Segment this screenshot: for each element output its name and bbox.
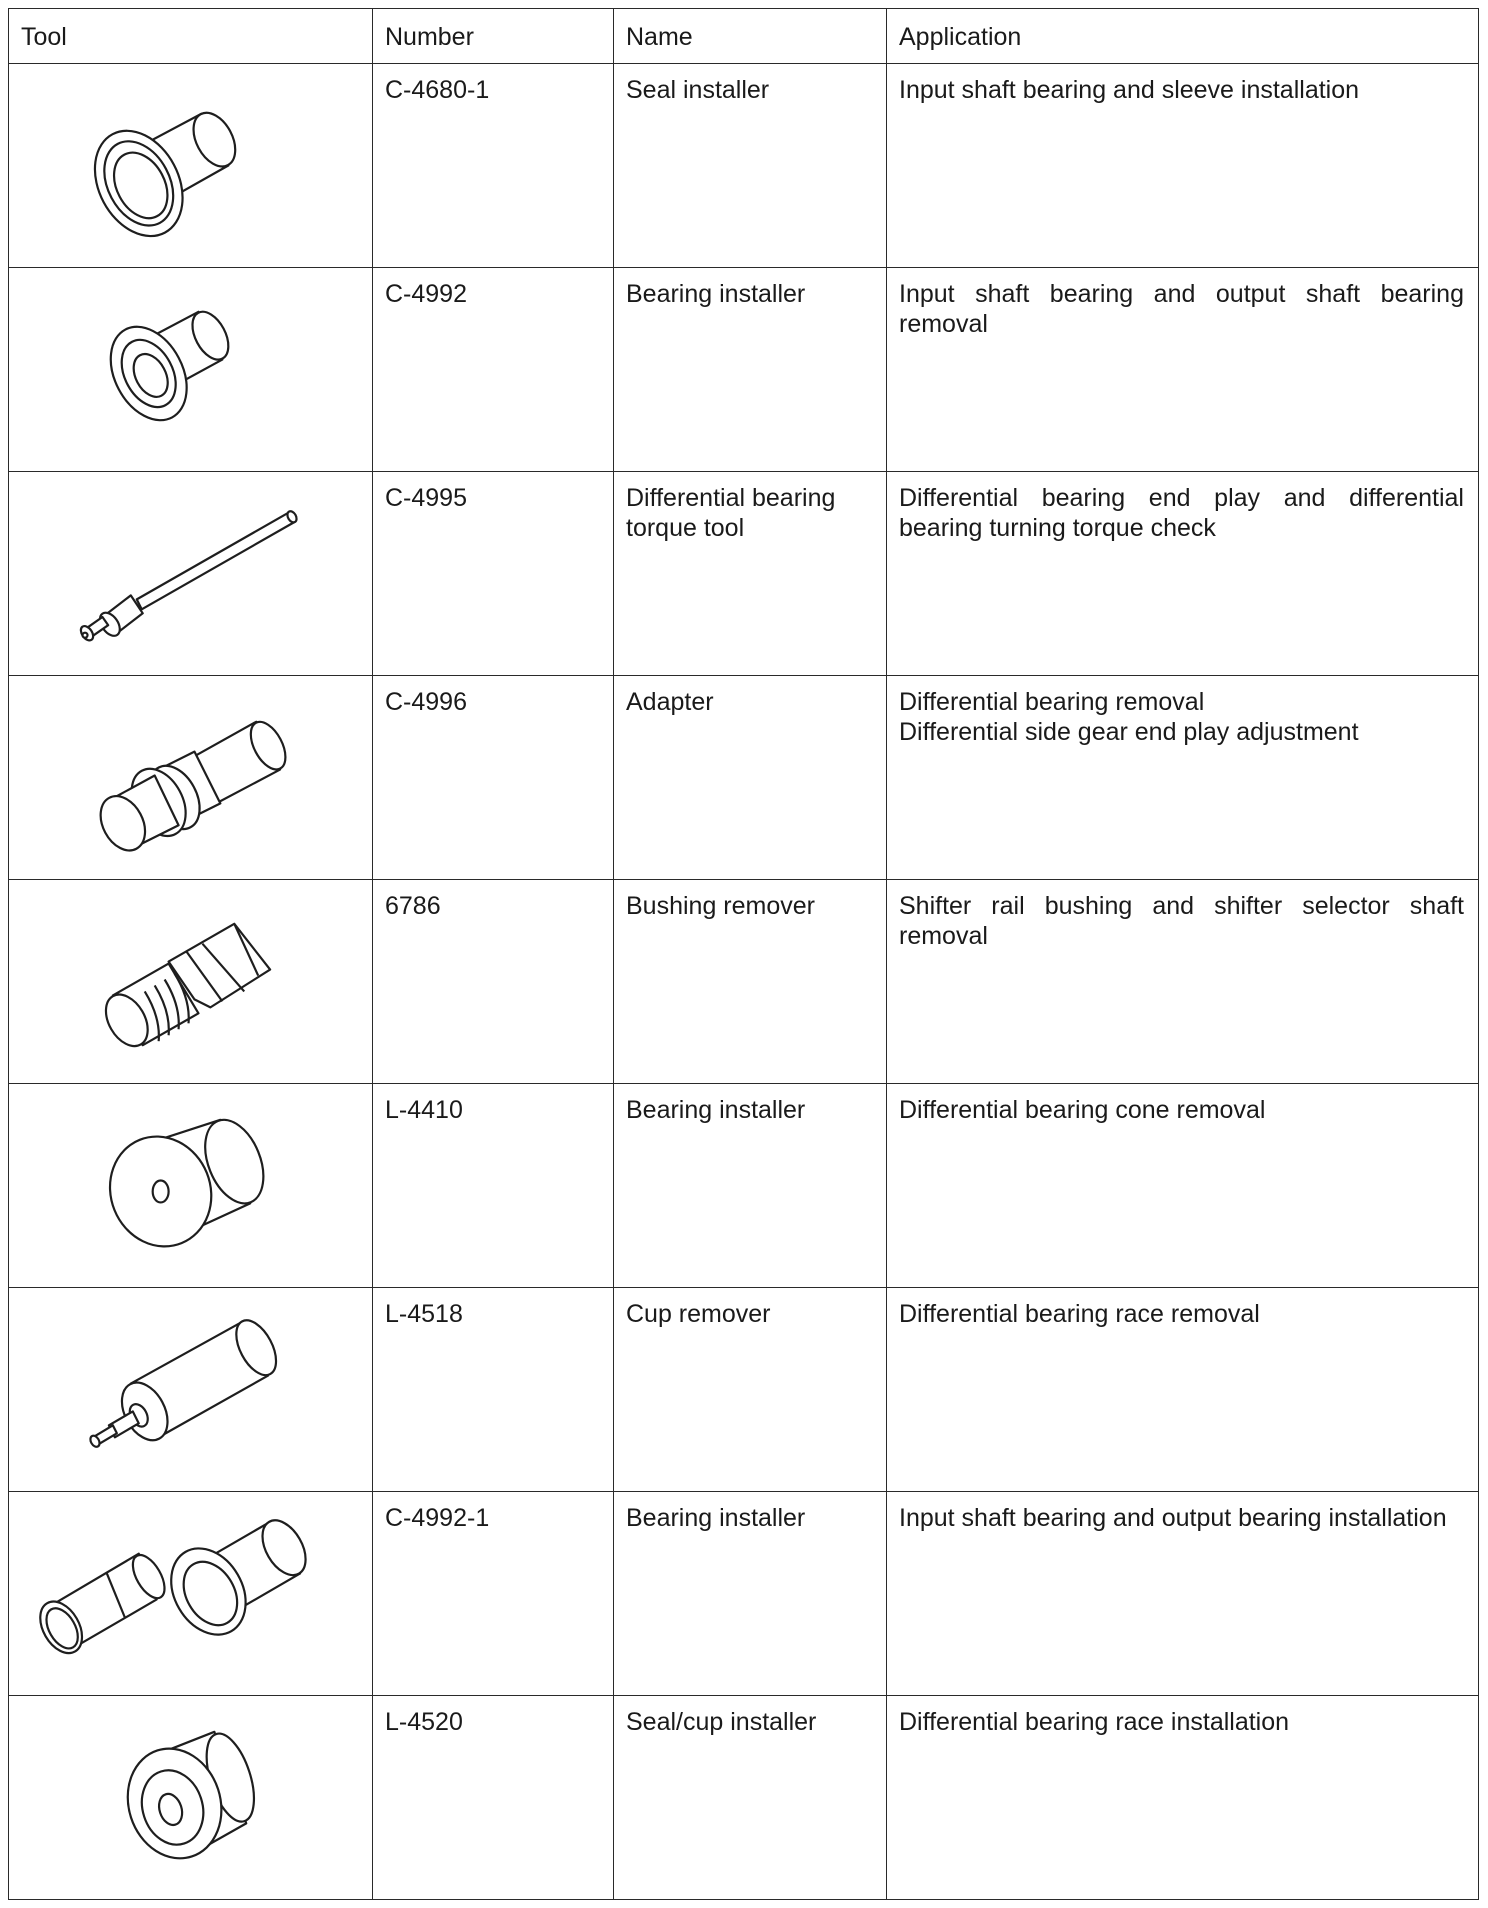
adapter-icon [9, 676, 372, 879]
tool-name: Bearing installer [614, 268, 887, 472]
tool-number: C-4992-1 [373, 1492, 614, 1696]
tool-image-cell [9, 1084, 373, 1288]
tool-number: C-4996 [373, 676, 614, 880]
cup-remover-icon [9, 1288, 372, 1491]
header-application: Application [887, 9, 1479, 64]
tool-application: Differential bearing end play and differential bearing turning torque check [887, 472, 1479, 676]
tool-application: Differential bearing race installation [887, 1696, 1479, 1900]
tool-application: Differential bearing race removal [887, 1288, 1479, 1492]
tool-application: Shifter rail bushing and shifter selector shaft removal [887, 880, 1479, 1084]
seal-installer-icon [9, 64, 372, 267]
tool-image-cell [9, 1492, 373, 1696]
table-row [9, 472, 1479, 676]
tool-application: Differential bearing removal Differential side gear end play adjustment [887, 676, 1479, 880]
special-tools-sheet [8, 8, 1478, 1898]
bearing-installer-icon [9, 268, 372, 471]
tool-name: Bearing installer [614, 1084, 887, 1288]
tool-image-cell [9, 268, 373, 472]
header-name: Name [614, 9, 887, 64]
bearing-installer-set-icon [9, 1492, 372, 1695]
header-row [9, 9, 1479, 64]
table-row [9, 880, 1479, 1084]
seal-cup-installer-icon [9, 1696, 372, 1899]
table-row [9, 1288, 1479, 1492]
bushing-remover-icon [9, 880, 372, 1083]
tool-image-cell [9, 1696, 373, 1900]
special-tools-table [8, 8, 1479, 1900]
header-tool: Tool [9, 9, 373, 64]
tool-number: C-4992 [373, 268, 614, 472]
table-row [9, 1492, 1479, 1696]
tool-name: Seal installer [614, 64, 887, 268]
tool-image-cell [9, 880, 373, 1084]
tool-image-cell [9, 472, 373, 676]
tool-number: L-4520 [373, 1696, 614, 1900]
tool-image-cell [9, 676, 373, 880]
tool-number: C-4995 [373, 472, 614, 676]
table-row [9, 676, 1479, 880]
tool-number: L-4518 [373, 1288, 614, 1492]
header-number: Number [373, 9, 614, 64]
table-row [9, 268, 1479, 472]
tool-image-cell [9, 1288, 373, 1492]
tool-number: L-4410 [373, 1084, 614, 1288]
tool-application: Differential bearing cone removal [887, 1084, 1479, 1288]
bearing-installer-disc-icon [9, 1084, 372, 1287]
tool-application: Input shaft bearing and output bearing installation [887, 1492, 1479, 1696]
tool-name: Bushing remover [614, 880, 887, 1084]
tool-name: Differential bearing torque tool [614, 472, 887, 676]
tool-number: 6786 [373, 880, 614, 1084]
tool-name: Cup remover [614, 1288, 887, 1492]
torque-tool-icon [9, 472, 372, 675]
table-row [9, 64, 1479, 268]
tool-application: Input shaft bearing and output shaft bearing removal [887, 268, 1479, 472]
tool-name: Adapter [614, 676, 887, 880]
tool-image-cell [9, 64, 373, 268]
tool-name: Seal/cup installer [614, 1696, 887, 1900]
tool-name: Bearing installer [614, 1492, 887, 1696]
table-row [9, 1084, 1479, 1288]
tool-number: C-4680-1 [373, 64, 614, 268]
tool-application: Input shaft bearing and sleeve installation [887, 64, 1479, 268]
table-row [9, 1696, 1479, 1900]
